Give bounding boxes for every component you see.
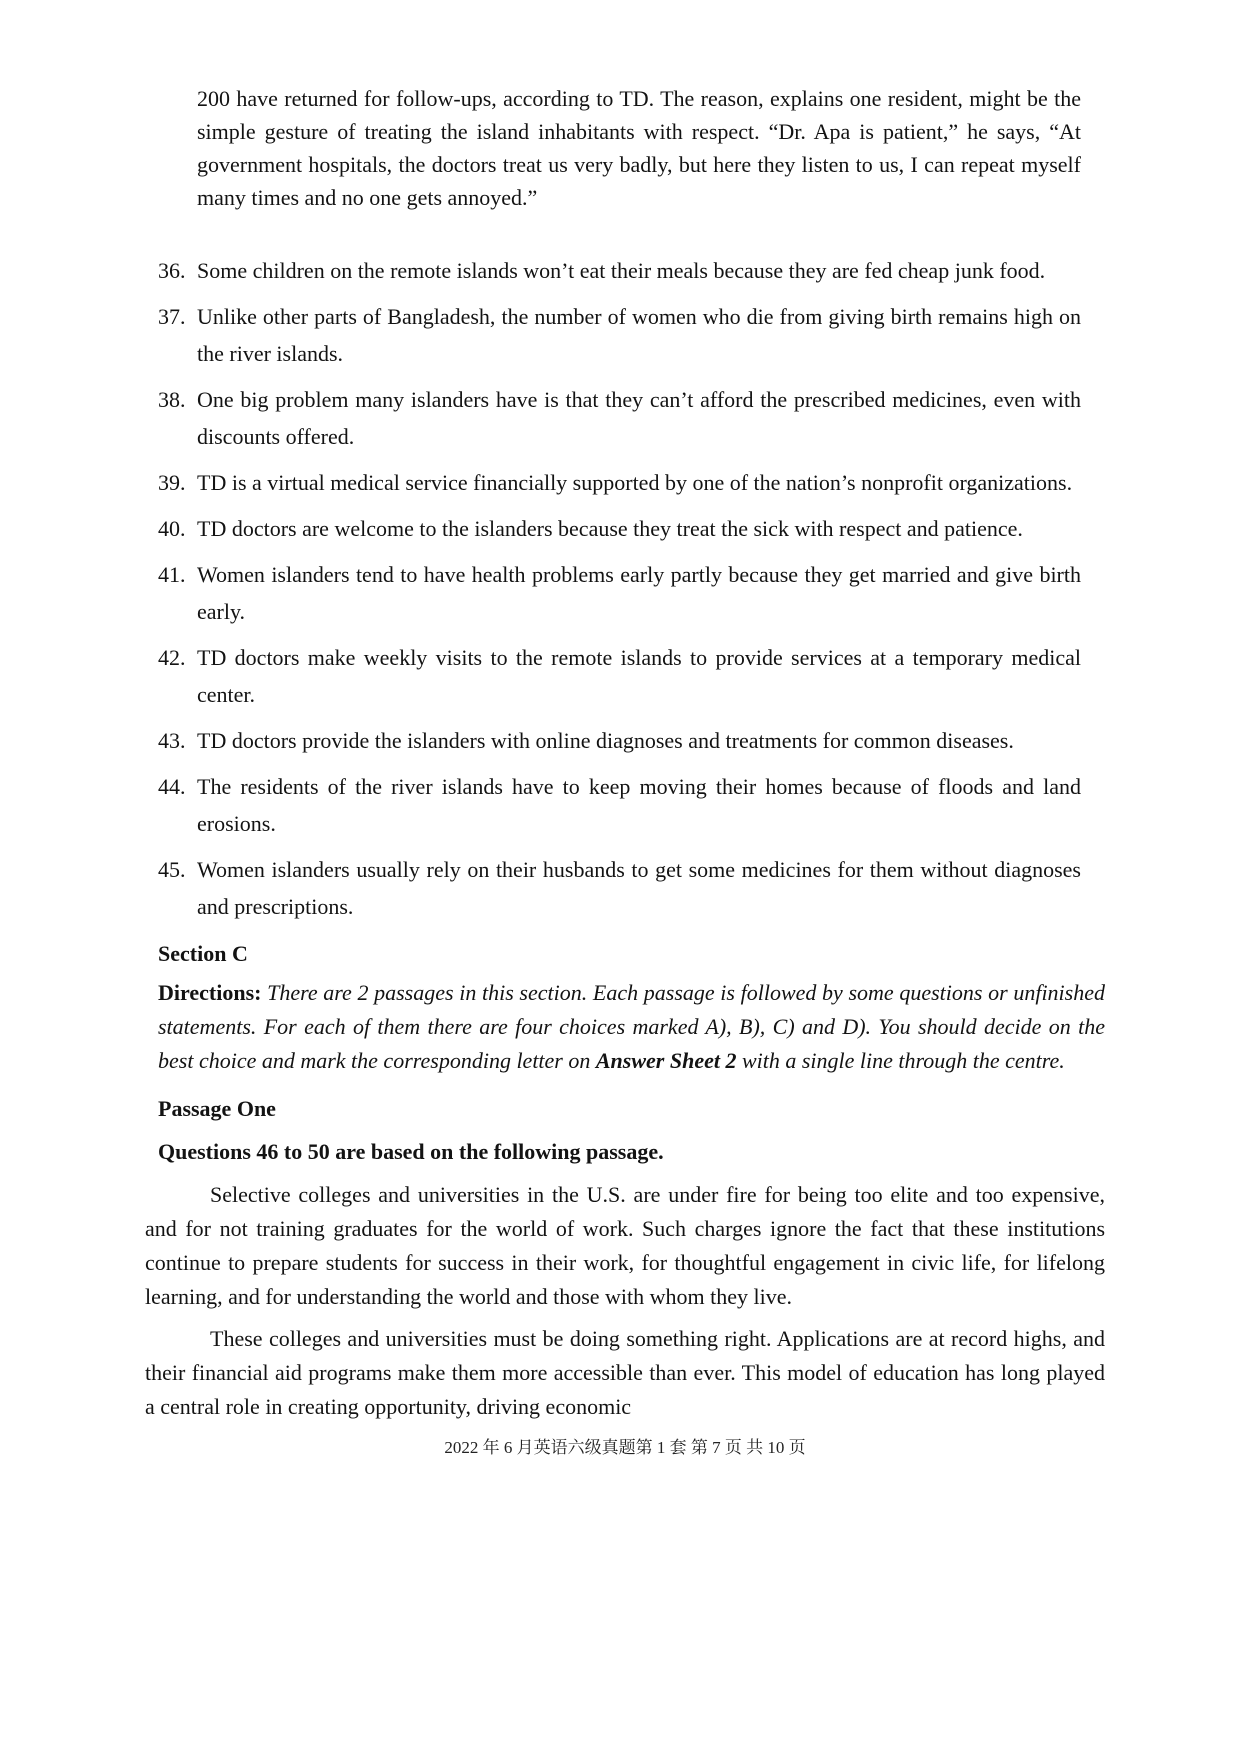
- page-footer: 2022 年 6 月英语六级真题第 1 套 第 7 页 共 10 页: [444, 1438, 806, 1457]
- question-number: 39.: [158, 470, 186, 495]
- question-37: [158, 298, 1081, 372]
- question-44: [158, 768, 1081, 842]
- question-38: [158, 381, 1081, 455]
- questions-46-50-heading: Questions 46 to 50 are based on the following passage.: [158, 1139, 664, 1164]
- question-number: 41.: [158, 562, 186, 587]
- question-number: 44.: [158, 774, 186, 799]
- question-number: 42.: [158, 645, 186, 670]
- question-text: TD doctors make weekly visits to the remote islands to provide services at a temporary medical center.: [197, 645, 1081, 707]
- question-number: 43.: [158, 728, 186, 753]
- directions-label: Directions:: [158, 980, 262, 1005]
- question-number: 37.: [158, 304, 186, 329]
- passage-one-heading: Passage One: [158, 1096, 276, 1121]
- question-text: One big problem many islanders have is that they can’t afford the prescribed medicines, even with discounts offered.: [197, 387, 1081, 449]
- question-text: TD doctors are welcome to the islanders because they treat the sick with respect and patience.: [197, 516, 1023, 541]
- section-c-heading: Section C: [158, 941, 248, 966]
- question-40: [158, 510, 1081, 547]
- question-text: Women islanders usually rely on their husbands to get some medicines for them without diagnoses and prescriptions.: [197, 857, 1081, 919]
- questions-36-45-list: [158, 252, 1081, 925]
- question-36: [158, 252, 1081, 289]
- directions-text: There are 2 passages in this section. Each passage is followed by some questions or unfinished statements. For each of them there are four choices marked A), B), C) and D). You should decide on the best choice and mark the corresponding letter on: [158, 980, 1105, 1073]
- passage-one-paragraph-1: Selective colleges and universities in the U.S. are under fire for being too elite and too expensive, and for not training graduates for the world of work. Such charges ignore the fact that these institutions continue to prepare students for success in their work, for thoughtful engagement in civic life, for lifelong learning, and for understanding the world and those with whom they live.: [145, 1182, 1105, 1309]
- question-39: [158, 464, 1081, 501]
- passage-continuation-paragraph: 200 have returned for follow-ups, according to TD. The reason, explains one resident, might be the simple gesture of treating the island inhabitants with respect. “Dr. Apa is patient,” he says, “At government hospitals, the doctors treat us very badly, but here they listen to us, I can repeat myself many times and no one gets annoyed.”: [197, 86, 1081, 210]
- question-text: TD is a virtual medical service financially supported by one of the nation’s nonprofit organizations.: [197, 470, 1073, 495]
- directions-text-end: with a single line through the centre.: [736, 1048, 1065, 1073]
- question-text: Women islanders tend to have health problems early partly because they get married and give birth early.: [197, 562, 1081, 624]
- question-text: Unlike other parts of Bangladesh, the number of women who die from giving birth remains high on the river islands.: [197, 304, 1081, 366]
- question-number: 38.: [158, 387, 186, 412]
- question-text: The residents of the river islands have to keep moving their homes because of floods and land erosions.: [197, 774, 1081, 836]
- question-41: [158, 556, 1081, 630]
- question-42: [158, 639, 1081, 713]
- question-43: [158, 722, 1081, 759]
- section-c-directions: [158, 976, 1105, 1078]
- question-number: 40.: [158, 516, 186, 541]
- question-text: Some children on the remote islands won’t eat their meals because they are fed cheap junk food.: [197, 258, 1046, 283]
- question-number: 36.: [158, 258, 186, 283]
- question-45: [158, 851, 1081, 925]
- question-number: 45.: [158, 857, 186, 882]
- passage-one-paragraph-2: These colleges and universities must be doing something right. Applications are at record highs, and their financial aid programs make them more accessible than ever. This model of education has long played a central role in creating opportunity, driving economic: [145, 1326, 1105, 1419]
- question-text: TD doctors provide the islanders with online diagnoses and treatments for common diseases.: [197, 728, 1014, 753]
- answer-sheet-reference: Answer Sheet 2: [595, 1048, 737, 1073]
